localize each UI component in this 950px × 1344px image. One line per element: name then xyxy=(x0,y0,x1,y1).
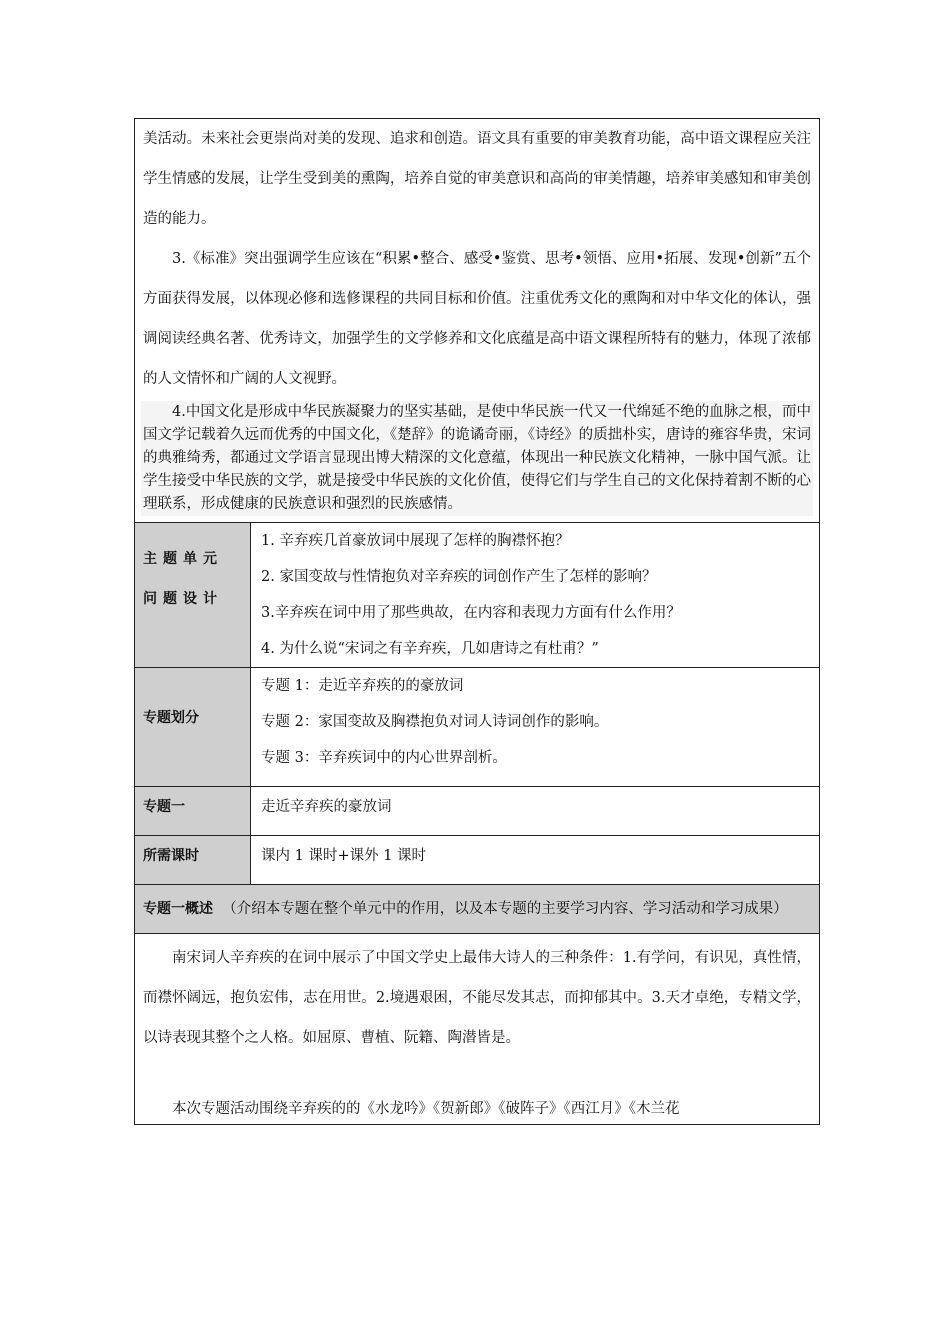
hours-cell xyxy=(251,836,820,885)
hours-label-cell xyxy=(135,836,251,885)
overview-row xyxy=(135,885,820,934)
topics-cell xyxy=(251,668,820,787)
question-item: 4. 为什么说“宋词之有辛弃疾，几如唐诗之有杜甫？” xyxy=(261,641,599,657)
hours-row xyxy=(135,836,820,885)
lesson-plan-table xyxy=(134,118,820,1125)
overview-cell xyxy=(135,885,820,934)
body-row xyxy=(135,934,820,1125)
blank-line xyxy=(135,1058,819,1094)
hours-label: 所需课时 xyxy=(143,848,199,864)
topic1-row xyxy=(135,787,820,836)
intro-paragraph-1: 美活动。未来社会更崇尚对美的发现、追求和创造。语文具有重要的审美教育功能，高中语文课程应关注学生情感的发展，让学生受到美的熏陶，培养自觉的审美意识和高尚的审美情趣，培养审美感知和审美创造的能力。 xyxy=(143,131,812,227)
topics-label-cell xyxy=(135,668,251,787)
questions-label: 主题单元问题设计 xyxy=(143,551,223,607)
intro-cell xyxy=(135,119,820,523)
intro-paragraph-3: 4.中国文化是形成中华民族凝聚力的坚实基础，是使中华民族一代又一代绵延不绝的血脉之根，而中国文学记载着久远而优秀的中国文化，《楚辞》的诡谲奇丽，《诗经》的质拙朴实，唐诗的雍容华贵，宋词的典雅绮秀，都通过文学语言显现出博大精深的文化意蕴，体现出一种民族文化精神，一脉中国气派。让学生接受中华民族的文学，就是接受中华民族的文化价值，使得它们与学生自己的文化保持着割不断的心理联系，形成健康的民族意识和强烈的民族感情。 xyxy=(141,401,813,516)
intro-row xyxy=(135,119,820,523)
body-paragraph-2: 本次专题活动围绕辛弃疾的的《水龙吟》《贺新郎》《破阵子》《西江月》《木兰花 xyxy=(172,1101,680,1117)
topic1-cell xyxy=(251,787,820,836)
topics-label: 专题划分 xyxy=(143,710,199,726)
question-item: 1. 辛弃疾几首豪放词中展现了怎样的胸襟怀抱？ xyxy=(261,533,570,549)
questions-label-cell xyxy=(135,523,251,668)
topics-row xyxy=(135,668,820,787)
topic-item: 专题 1：走近辛弃疾的的豪放词 xyxy=(261,678,464,694)
overview-heading xyxy=(135,885,819,933)
overview-label: 专题一概述 xyxy=(143,901,213,917)
topic-item: 专题 2：家国变故及胸襟抱负对词人诗词创作的影响。 xyxy=(261,714,609,730)
questions-cell xyxy=(251,523,820,668)
hours-value: 课内 1 课时+课外 1 课时 xyxy=(261,848,427,864)
questions-row xyxy=(135,523,820,668)
topic1-label-cell xyxy=(135,787,251,836)
topic-item: 专题 3：辛弃疾词中的内心世界剖析。 xyxy=(261,750,507,766)
question-item: 3.辛弃疾在词中用了那些典故，在内容和表现力方面有什么作用？ xyxy=(261,605,681,621)
overview-note: （介绍本专题在整个单元中的作用，以及本专题的主要学习内容、学习活动和学习成果） xyxy=(222,901,788,917)
topic1-value: 走近辛弃疾的豪放词 xyxy=(261,799,392,815)
intro-paragraph-2: 3.《标准》突出强调学生应该在“积累•整合、感受•鉴赏、思考•领悟、应用•拓展、发现•创新”五个方面获得发展，以体现必修和选修课程的共同目标和价值。注重优秀文化的熏陶和对中华文化的体认，强调阅读经典名著、优秀诗文，加强学生的文学修养和文化底蕴是高中语文课程所特有的魅力，体现了浓郁的人文情怀和广阔的人文视野。 xyxy=(143,251,812,387)
topic1-label: 专题一 xyxy=(143,799,185,815)
question-item: 2. 家国变故与性情抱负对辛弃疾的词创作产生了怎样的影响？ xyxy=(261,569,657,585)
body-cell xyxy=(135,934,820,1125)
body-paragraph-1: 南宋词人辛弃疾的在词中展示了中国文学史上最伟大诗人的三种条件：1.有学问，有识见，真性情，而襟怀阔远，抱负宏伟，志在用世。2.境遇艰困，不能尽发其志，而抑郁其中。3.天才卓绝，专精文学，以诗表现其整个之人格。如屈原、曹植、阮籍、陶潜皆是。 xyxy=(143,950,812,1046)
